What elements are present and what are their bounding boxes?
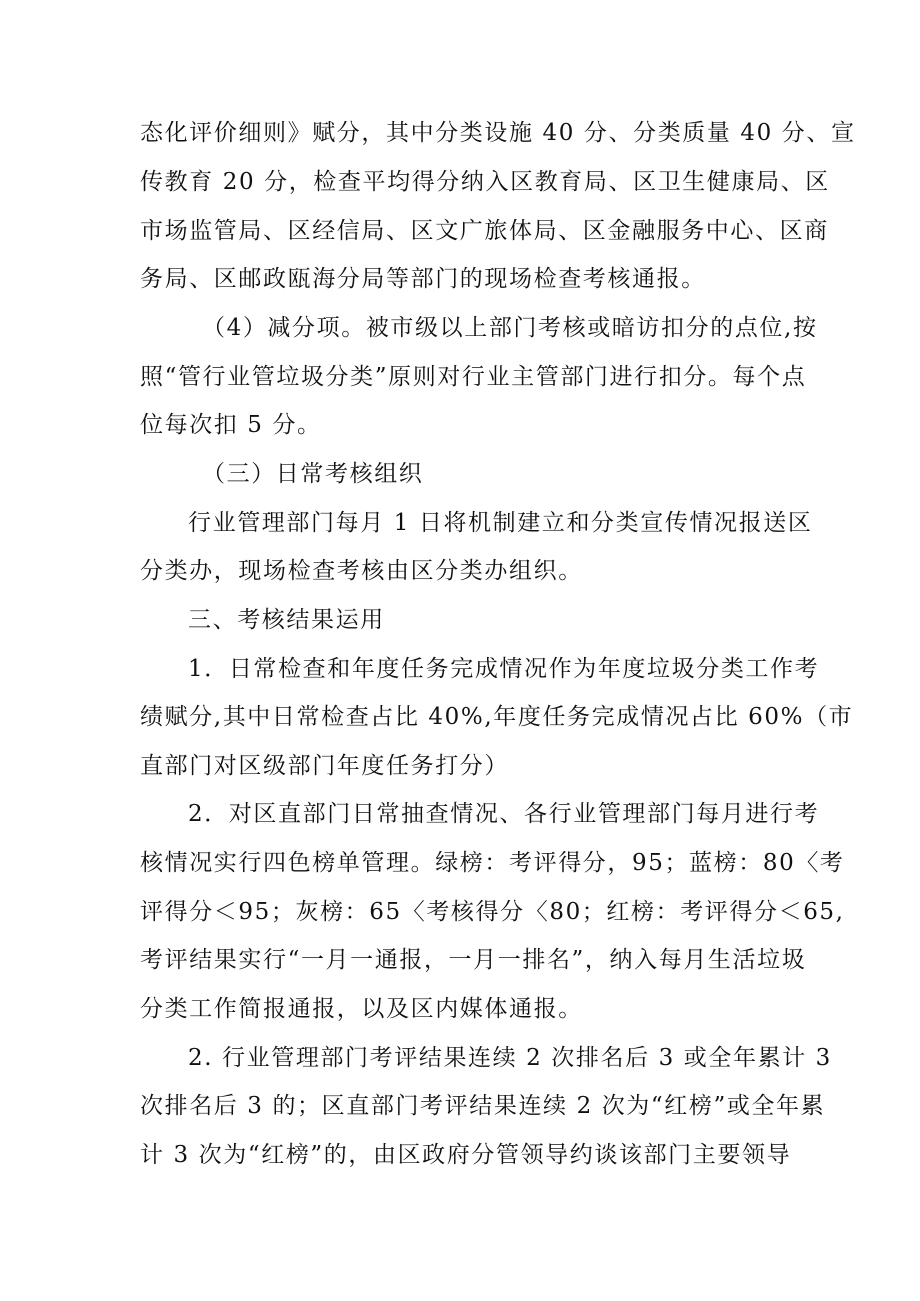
text-line: 位每次扣 5 分。 [140, 412, 322, 438]
text-line: 市场监管局、区经信局、区文广旅体局、区金融服务中心、区商 [140, 218, 829, 244]
text-line: 计 3 次为“红榜”的，由区政府分管领导约谈该部门主要领导 [140, 1142, 792, 1168]
text-line: 直部门对区级部门年度任务打分） [140, 753, 509, 779]
text-line: 传教育 20 分，检查平均得分纳入区教育局、区卫生健康局、区 [140, 169, 830, 195]
text-line: 分类工作简报通报，以及区内媒体通报。 [140, 996, 583, 1022]
text-line: 行业管理部门每月 1 日将机制建立和分类宣传情况报送区 [188, 510, 813, 536]
text-line: 态化评价细则》赋分，其中分类设施 40 分、分类质量 40 分、宣 [140, 120, 856, 146]
text-line: 2．对区直部门日常抽查情况、各行业管理部门每月进行考 [188, 801, 820, 827]
section-heading: 三、考核结果运用 [188, 607, 385, 633]
text-line: （4）减分项。被市级以上部门考核或暗访扣分的点位,按 [202, 315, 818, 341]
text-line: 1．日常检查和年度任务完成情况作为年度垃圾分类工作考 [188, 656, 820, 682]
text-line: 务局、区邮政瓯海分局等部门的现场检查考核通报。 [140, 266, 706, 292]
text-line: 次排名后 3 的；区直部门考评结果连续 2 次为“红榜”或全年累 [140, 1093, 826, 1119]
text-line: 绩赋分,其中日常检查占比 40%,年度任务完成情况占比 60%（市 [140, 704, 854, 730]
text-line: 考评结果实行“一月一通报，一月一排名”，纳入每月生活垃圾 [140, 947, 807, 973]
text-line: 核情况实行四色榜单管理。绿榜：考评得分，95；蓝榜：80〈考 [140, 850, 845, 876]
section-heading: （三）日常考核组织 [202, 461, 424, 487]
text-line: 照“管行业管垃圾分类”原则对行业主管部门进行扣分。每个点 [140, 364, 807, 390]
text-line: 评得分＜95；灰榜：65〈考核得分〈80；红榜：考评得分＜65, [140, 899, 845, 925]
text-line: 分类办，现场检查考核由区分类办组织。 [140, 558, 583, 584]
text-line: 2. 行业管理部门考评结果连续 2 次排名后 3 或全年累计 3 [188, 1045, 832, 1071]
